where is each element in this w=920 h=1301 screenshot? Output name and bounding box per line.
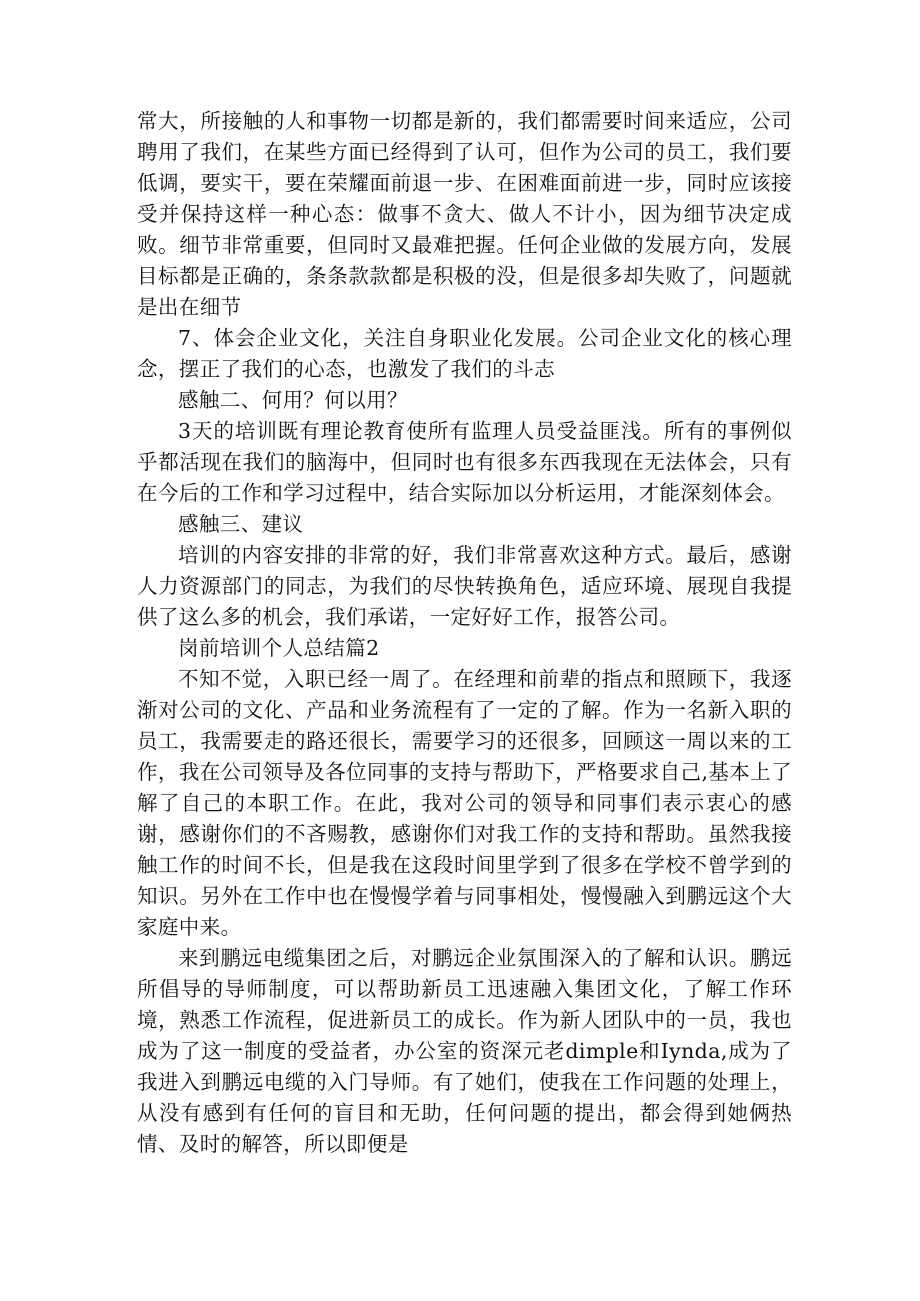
section-heading-summary-two: 岗前培训个人总结篇2 [178, 636, 380, 660]
paragraph-training-theory: 3天的培训既有理论教育使所有监理人员受益匪浅。所有的事例似乎都活现在我们的脑海中，但同时也有很多东西我现在无法体会，只有在今后的工作和学习过程中，结合实际加以分析运用，才能深刻体会。 [137, 419, 792, 505]
paragraph-suggestions: 培训的内容安排的非常的好，我们非常喜欢这种方式。最后，感谢人力资源部门的同志，为我们的尽快转换角色，适应环境、展现自我提供了这么多的机会，我们承诺，一定好好工作，报答公司。 [137, 543, 792, 629]
paragraph-corporate-culture: 7、体会企业文化，关注自身职业化发展。公司企业文化的核心理念，摆正了我们的心态，也激发了我们的斗志 [137, 326, 792, 381]
section-heading-reflection-three: 感触三、建议 [178, 512, 304, 536]
section-heading-reflection-two: 感触二、何用？何以用？ [178, 388, 408, 412]
paragraph-continued-intro: 常大，所接触的人和事物一切都是新的，我们都需要时间来适应，公司聘用了我们，在某些方面已经得到了认可，但作为公司的员工，我们要低调，要实干，要在荣耀面前退一步、在困难面前进一步，同时应该接受并保持这样一种心态：做事不贪大、做人不计小，因为细节决定成败。细节非常重要，但同时又最难把握。任何企业做的发展方向，发展目标都是正确的，条条款款都是积极的没，但是很多却失败了，问题就是出在细节 [137, 109, 792, 319]
paragraph-mentor-system: 来到鹏远电缆集团之后，对鹏远企业氛围深入的了解和认识。鹏远所倡导的导师制度，可以帮助新员工迅速融入集团文化，了解工作环境，熟悉工作流程，促进新员工的成长。作为新人团队中的一员，我也成为了这一制度的受益者，办公室的资深元老dimple和Iynda,成为了我进入到鹏远电缆的入门导师。有了她们，使我在工作问题的处理上，从没有感到有任何的盲目和无助，任何问题的提出，都会得到她俩热情、及时的解答，所以即便是 [137, 946, 792, 1156]
paragraph-first-week: 不知不觉，入职已经一周了。在经理和前辈的指点和照顾下，我逐渐对公司的文化、产品和业务流程有了一定的了解。作为一名新入职的员工，我需要走的路还很长，需要学习的还很多，回顾这一周以来的工作，我在公司领导及各位同事的支持与帮助下，严格要求自己,基本上了解了自己的本职工作。在此，我对公司的领导和同事们表示衷心的感谢，感谢你们的不吝赐教，感谢你们对我工作的支持和帮助。虽然我接触工作的时间不长，但是我在这段时间里学到了很多在学校不曾学到的知识。另外在工作中也在慢慢学着与同事相处，慢慢融入到鹏远这个大家庭中来。 [137, 667, 792, 939]
